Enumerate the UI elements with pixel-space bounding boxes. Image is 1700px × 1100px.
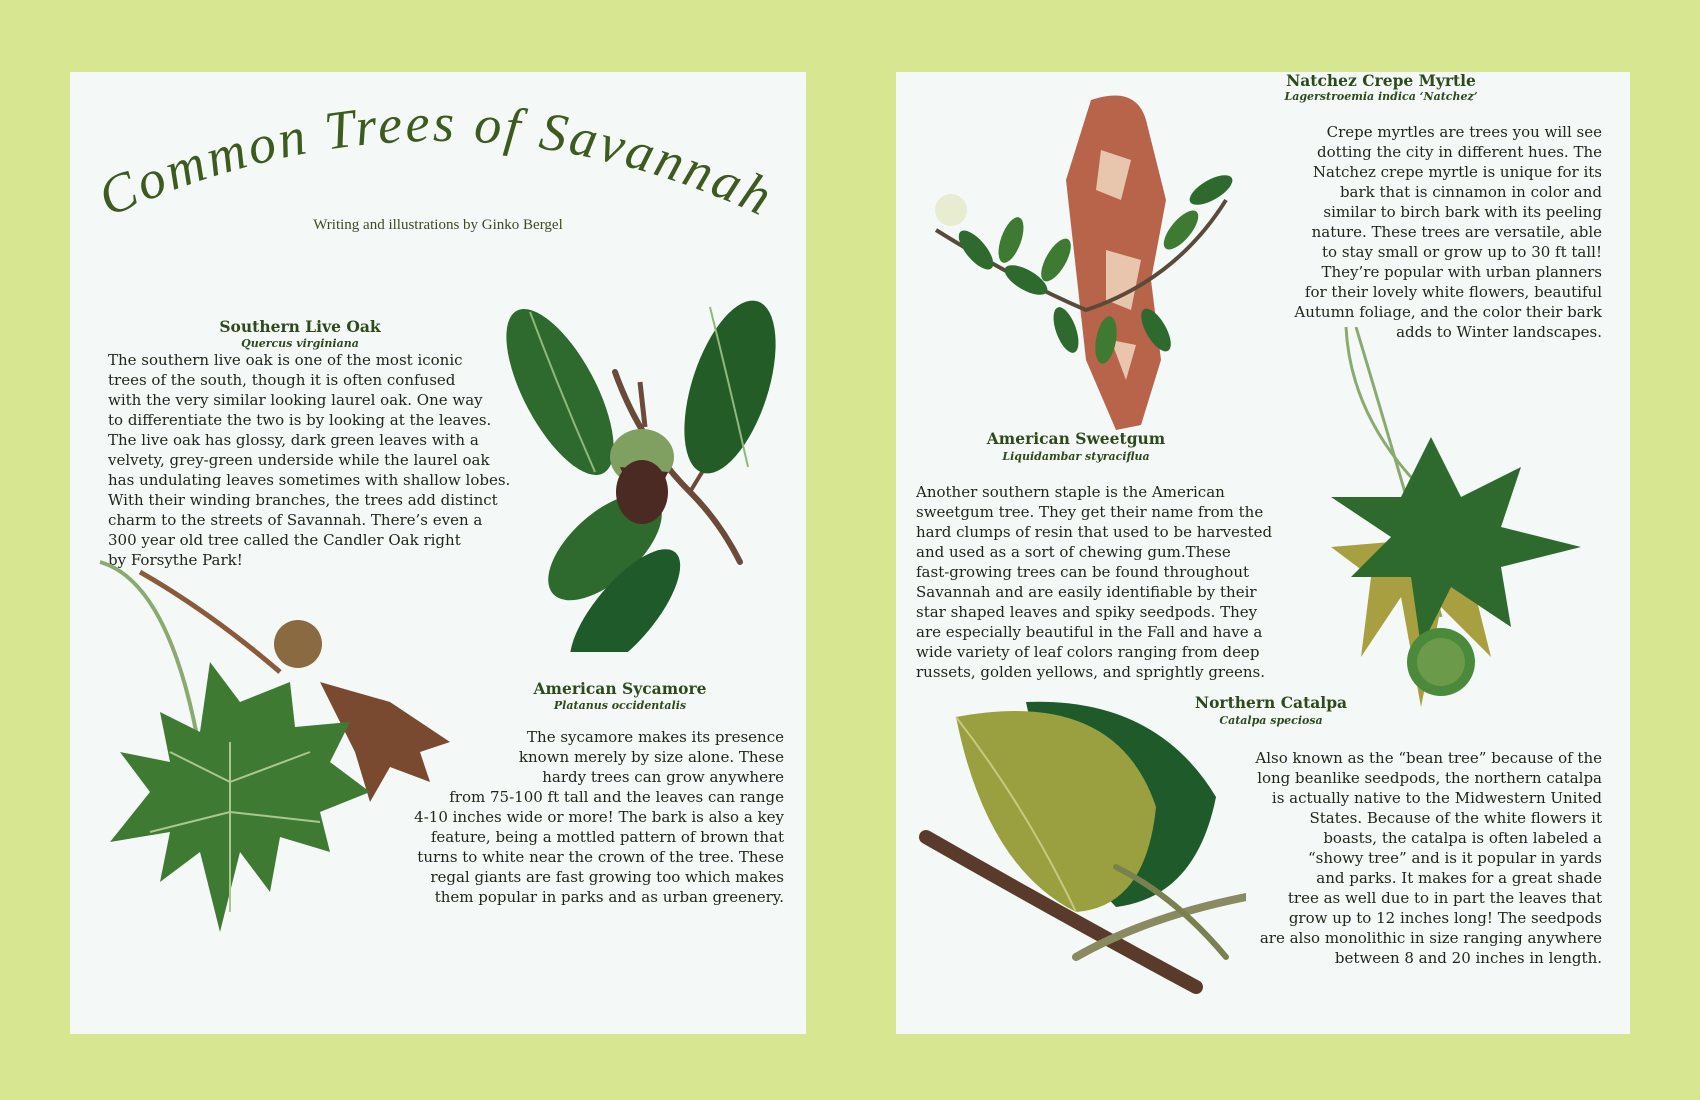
- paragraph-line: similar to birch bark with its peeling: [1323, 203, 1602, 221]
- sycamore-paragraph: [352, 727, 784, 907]
- right-page: [896, 72, 1630, 1034]
- sweetgum-paragraph: [916, 482, 1306, 682]
- paragraph-line: between 8 and 20 inches in length.: [1334, 949, 1602, 967]
- paragraph-line: from 75-100 ft tall and the leaves can range: [449, 788, 784, 806]
- paragraph-line: with the very similar looking laurel oak. One way: [108, 391, 483, 409]
- paragraph-line: long beanlike seedpods, the northern catalpa: [1257, 769, 1602, 787]
- sycamore-latin: Platanus occidentalis: [553, 699, 687, 712]
- paragraph-line: them popular in parks and as urban greenery.: [434, 888, 784, 906]
- paragraph-line: Also known as the “bean tree” because of the: [1255, 749, 1602, 767]
- paragraph-line: russets, golden yellows, and sprightly greens.: [916, 663, 1265, 681]
- paragraph-line: and parks. It makes for a great shade: [1316, 869, 1602, 887]
- paragraph-line: trees of the south, though it is often confused: [108, 371, 456, 389]
- paragraph-line: The live oak has glossy, dark green leaves with a: [108, 431, 479, 449]
- catalpa-paragraph: [1186, 748, 1602, 968]
- paragraph-line: grow up to 12 inches long! The seedpods: [1288, 909, 1602, 927]
- paragraph-line: to stay small or grow up to 30 ft tall!: [1322, 243, 1602, 261]
- live-oak-illustration: [490, 292, 790, 652]
- catalpa-heading: Northern Catalpa: [1194, 693, 1348, 712]
- paragraph-line: are especially beautiful in the Fall and have a: [916, 623, 1263, 641]
- paragraph-line: nature. These trees are versatile, able: [1311, 223, 1602, 241]
- catalpa-latin: Catalpa speciosa: [1219, 714, 1323, 727]
- paragraph-line: The southern live oak is one of the most iconic: [108, 351, 463, 369]
- paragraph-line: Natchez crepe myrtle is unique for its: [1312, 163, 1602, 181]
- paragraph-line: Autumn foliage, and the color their bark: [1294, 303, 1602, 321]
- paragraph-line: States. Because of the white flowers it: [1309, 809, 1602, 827]
- crepe-myrtle-paragraph: [1196, 122, 1602, 342]
- paragraph-line: turns to white near the crown of the tree. These: [417, 848, 784, 866]
- paragraph-line: charm to the streets of Savannah. There’s even a: [108, 511, 483, 529]
- paragraph-line: fast-growing trees can be found throughout: [916, 563, 1250, 581]
- live-oak-latin: Quercus virginiana: [241, 337, 359, 350]
- left-page: [70, 72, 806, 1034]
- crepe-myrtle-latin: Lagerstroemia indica ‘Natchez’: [1284, 90, 1478, 103]
- paragraph-line: With their winding branches, the trees add distinct: [108, 491, 498, 509]
- paragraph-line: Crepe myrtles are trees you will see: [1326, 123, 1602, 141]
- paragraph-line: wide variety of leaf colors ranging from deep: [916, 643, 1260, 661]
- paragraph-line: They’re popular with urban planners: [1321, 263, 1602, 281]
- live-oak-paragraph: [108, 350, 528, 570]
- paragraph-line: are also monolithic in size ranging anywhere: [1259, 929, 1602, 947]
- paragraph-line: dotting the city in different hues. The: [1317, 143, 1602, 161]
- paragraph-line: bark that is cinnamon in color and: [1339, 183, 1602, 201]
- paragraph-line: sweetgum tree. They get their name from the: [916, 503, 1264, 521]
- paragraph-line: “showy tree” and is it popular in yards: [1307, 849, 1602, 867]
- paragraph-line: The sycamore makes its presence: [527, 728, 784, 746]
- sweetgum-heading: American Sweetgum: [986, 429, 1166, 448]
- live-oak-heading: Southern Live Oak: [219, 317, 381, 336]
- paragraph-line: Savannah and are easily identifiable by their: [916, 583, 1257, 601]
- byline: Writing and illustrations by Ginko Bergel: [313, 217, 563, 233]
- paragraph-line: is actually native to the Midwestern United: [1271, 789, 1602, 807]
- sweetgum-latin: Liquidambar styraciflua: [1002, 450, 1150, 463]
- paragraph-line: velvety, grey-green underside while the laurel oak: [108, 451, 490, 469]
- title-text: Common Trees of Savannah: [89, 92, 784, 229]
- paragraph-line: regal giants are fast growing too which makes: [430, 868, 784, 886]
- crepe-myrtle-heading: Natchez Crepe Myrtle: [1286, 71, 1476, 90]
- paragraph-line: star shaped leaves and spiky seedpods. They: [916, 603, 1258, 621]
- paragraph-line: 300 year old tree called the Candler Oak right: [108, 531, 461, 549]
- paragraph-line: known merely by size alone. These: [518, 748, 784, 766]
- paragraph-line: feature, being a mottled pattern of brown that: [430, 828, 784, 846]
- paragraph-line: boasts, the catalpa is often labeled a: [1323, 829, 1602, 847]
- paragraph-line: hardy trees can grow anywhere: [542, 768, 784, 786]
- paragraph-line: has undulating leaves sometimes with shallow lobes.: [108, 471, 511, 489]
- paragraph-line: tree as well due to in part the leaves that: [1287, 889, 1602, 907]
- paragraph-line: 4-10 inches wide or more! The bark is also a key: [414, 808, 784, 826]
- paragraph-line: Another southern staple is the American: [916, 483, 1225, 501]
- paragraph-line: to differentiate the two is by looking at the leaves.: [108, 411, 492, 429]
- paragraph-line: for their lovely white flowers, beautiful: [1304, 283, 1602, 301]
- paragraph-line: by Forsythe Park!: [108, 551, 243, 569]
- paragraph-line: hard clumps of resin that used to be harvested: [916, 523, 1273, 541]
- paragraph-line: and used as a sort of chewing gum.These: [916, 543, 1231, 561]
- paragraph-line: adds to Winter landscapes.: [1396, 323, 1602, 341]
- sycamore-heading: American Sycamore: [533, 679, 707, 698]
